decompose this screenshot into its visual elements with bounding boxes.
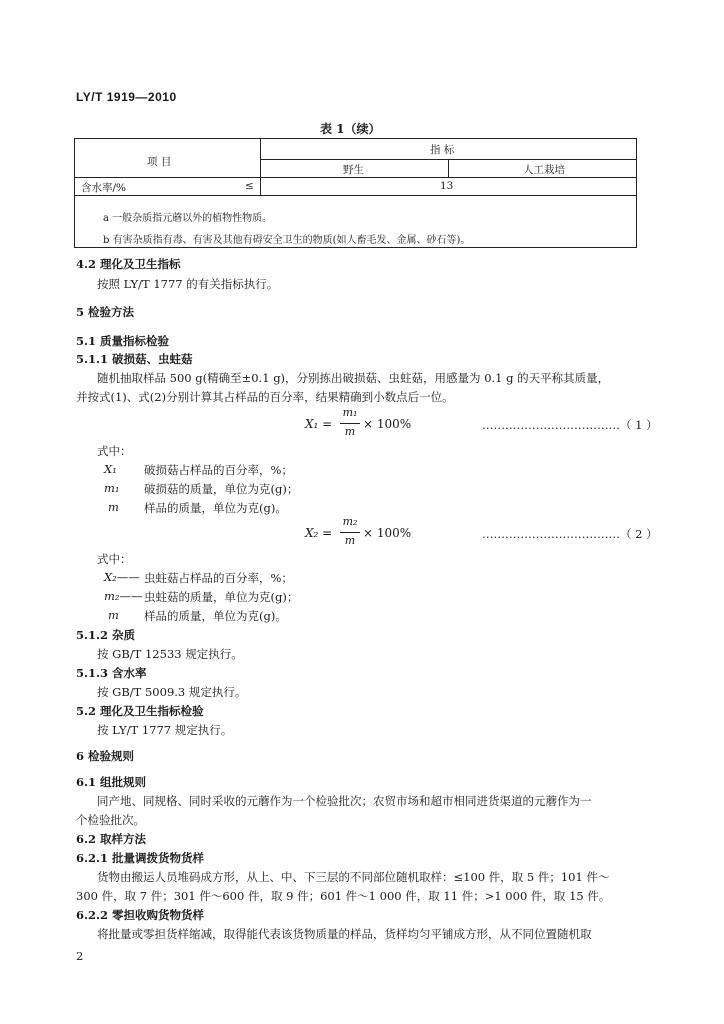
formula-1-denominator: m <box>344 425 356 438</box>
row-moisture-value: 13 <box>440 180 454 192</box>
where-1-sym-m: m <box>108 500 119 514</box>
section-5-1-3-body: 按 GB/T 5009.3 规定执行。 <box>97 685 247 699</box>
where-1-sym-x1: X₁ <box>104 462 117 476</box>
section-6-2-1-title: 6.2.1 批量调拨货物货样 <box>76 851 205 865</box>
section-5-2-title: 5.2 理化及卫生指标检验 <box>76 704 204 718</box>
table-note-b: b 有害杂质指有毒、有害及其他有碍安全卫生的物质(如人畜毛发、金属、砂石等)。 <box>103 235 471 246</box>
formula-2-fraction-bar <box>340 532 360 533</box>
formula-2-rhs: × 100% <box>363 526 412 540</box>
page-number: 2 <box>76 949 84 963</box>
where-1-desc-m: 样品的质量，单位为克(g)。 <box>144 501 287 515</box>
table-caption: 表 1（续） <box>320 122 381 136</box>
where-2-sym-m: m <box>108 608 119 622</box>
standard-number: LY/T 1919—2010 <box>76 90 177 104</box>
section-5-1-3-title: 5.1.3 含水率 <box>76 666 147 680</box>
col-item-header: 项 目 <box>147 156 172 168</box>
col-index-header: 指 标 <box>430 144 455 156</box>
section-5-1-title: 5.1 质量指标检验 <box>76 334 170 348</box>
where-2-sym-m2: m₂—— <box>104 589 143 603</box>
quality-table <box>74 138 637 248</box>
where-2-label: 式中： <box>97 552 132 566</box>
section-5-1-1-line2: 并按式(1)、式(2)分别计算其占样品的百分率，结果精确到小数点后一位。 <box>76 390 454 404</box>
row-moisture-label: 含水率/% <box>81 182 127 194</box>
section-6-2-1-line2: 300 件，取 7 件；301 件～600 件，取 9 件；601 件～1 000 件，取 11 件；>1 000 件，取 15 件。 <box>76 889 611 903</box>
section-4-2-body: 按照 LY/T 1777 的有关指标执行。 <box>97 277 279 291</box>
section-5-1-1-line1: 随机抽取样品 500 g(精确至±0.1 g)，分别拣出破损菇、虫蛀菇，用感量为 0.1 g 的天平称其质量， <box>97 371 610 385</box>
formula-1-rhs: × 100% <box>363 417 412 431</box>
section-6-2-title: 6.2 取样方法 <box>76 832 147 846</box>
formula-2-ref: ………………………………（ 2 ） <box>482 527 658 541</box>
col-wild-header: 野生 <box>343 164 364 176</box>
section-6-2-2-line1: 将批量或零担货样缩减，取得能代表该货物质量的样品，货样均匀平铺成方形，从不同位置随机取 <box>97 927 592 941</box>
section-6-1-title: 6.1 组批规则 <box>76 775 147 789</box>
formula-1-fraction-bar <box>340 423 360 424</box>
where-1-sym-m1: m₁ <box>104 481 120 495</box>
section-4-2-title: 4.2 理化及卫生指标 <box>76 257 181 271</box>
section-6-1-line2: 个检验批次。 <box>76 813 145 827</box>
where-2-desc-m: 样品的质量，单位为克(g)。 <box>144 609 287 623</box>
where-2-sym-x2: X₂—— <box>104 570 140 584</box>
where-1-desc-m1: 破损菇的质量，单位为克(g)； <box>144 482 299 496</box>
formula-1-ref: ………………………………（ 1 ） <box>482 418 658 432</box>
where-1-label: 式中： <box>97 444 132 458</box>
section-5-1-2-body: 按 GB/T 12533 规定执行。 <box>97 647 243 661</box>
where-2-desc-x2: 虫蛀菇占样品的百分率，%； <box>144 571 293 585</box>
table-note-a: a 一般杂质指元蘑以外的植物性物质。 <box>103 213 273 224</box>
formula-1-numerator: m₁ <box>342 406 358 419</box>
col-cultivated-header: 人工栽培 <box>523 164 565 176</box>
section-5-title: 5 检验方法 <box>76 305 135 319</box>
section-5-1-2-title: 5.1.2 杂质 <box>76 628 136 642</box>
formula-2-lhs: X₂ = <box>305 526 333 540</box>
formula-2-denominator: m <box>344 534 356 547</box>
section-6-2-2-title: 6.2.2 零担收购货物货样 <box>76 908 205 922</box>
row-moisture-operator: ≤ <box>245 180 254 192</box>
formula-2-numerator: m₂ <box>342 515 358 528</box>
where-2-desc-m2: 虫蛀菇的质量，单位为克(g)； <box>144 590 299 604</box>
section-5-2-body: 按 LY/T 1777 规定执行。 <box>97 723 233 737</box>
section-6-title: 6 检验规则 <box>76 749 135 763</box>
section-6-1-line1: 同产地、同规格、同时采收的元蘑作为一个检验批次；农贸市场和超市相同进货渠道的元蘑作为一 <box>97 794 592 808</box>
where-1-desc-x1: 破损菇占样品的百分率，%； <box>144 463 293 477</box>
section-6-2-1-line1: 货物由搬运人员堆码成方形，从上、中、下三层的不同部位随机取样：≤100 件，取 5 件；101 件～ <box>97 870 610 884</box>
section-5-1-1-title: 5.1.1 破损菇、虫蛀菇 <box>76 352 193 366</box>
formula-1-lhs: X₁ = <box>305 417 333 431</box>
